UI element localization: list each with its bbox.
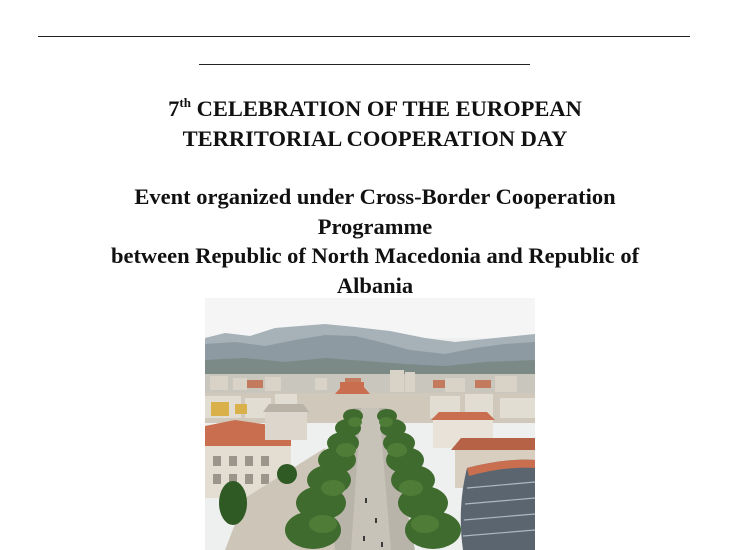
header-rule-long — [38, 36, 690, 37]
subtitle-line4: Albania — [336, 272, 414, 298]
header-rule-short — [199, 64, 530, 65]
title-ordinal-number: 7 — [168, 96, 180, 121]
title-line2: TERRITORIAL COOPERATION DAY — [182, 126, 568, 151]
title-line1: CELEBRATION OF THE EUROPEAN — [196, 96, 582, 121]
document-title — [0, 94, 750, 154]
subtitle-line2: Programme — [317, 213, 433, 239]
subtitle-line3: between Republic of North Macedonia and Republic of — [110, 243, 640, 268]
city-boulevard-photo — [205, 298, 535, 550]
event-description — [0, 182, 750, 300]
title-ordinal-suffix: th — [179, 95, 191, 110]
subtitle-line1: Event organized under Cross-Border Cooperation — [134, 184, 616, 209]
